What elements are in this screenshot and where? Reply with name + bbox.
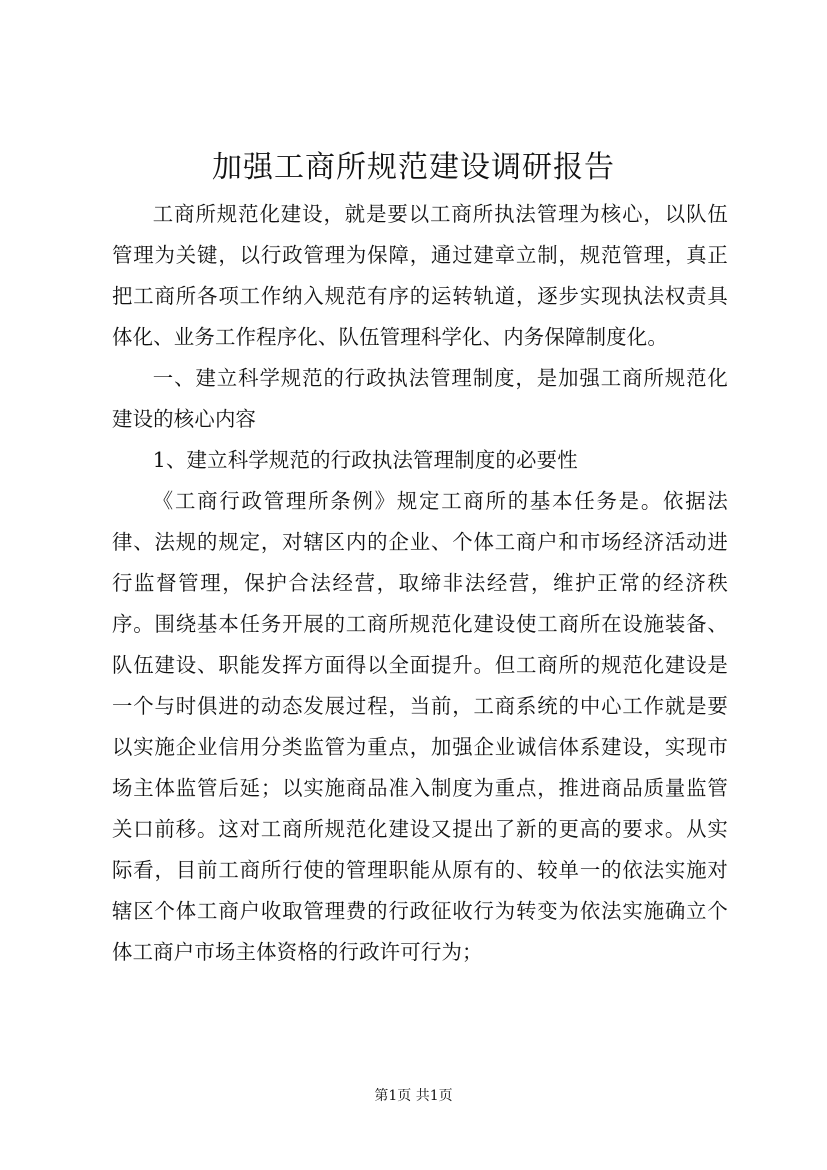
paragraph-body: 《工商行政管理所条例》规定工商所的基本任务是。依据法律、法规的规定，对辖区内的企业、个体工商户和市场经济活动进行监督管理，保护合法经营，取缔非法经营，维护正常的经济秩序。围绕基本任务开展的工商所规范化建设使工商所在设施装备、队伍建设、职能发挥方面得以全面提升。但工商所的规范化建设是一个与时俱进的动态发展过程，当前，工商系统的中心工作就是要以实施企业信用分类监管为重点，加强企业诚信体系建设，实现市场主体监管后延；以实施商品准入制度为重点，推进商品质量监管关口前移。这对工商所规范化建设又提出了新的更高的要求。从实际看，目前工商所行使的管理职能从原有的、较单一的依法实施对辖区个体工商户收取管理费的行政征收行为转变为依法实施确立个体工商户市场主体资格的行政许可行为；: [112, 489, 728, 964]
document-body: [112, 194, 728, 973]
paragraph-subsection-heading: 1、建立科学规范的行政执法管理制度的必要性: [152, 448, 578, 472]
document-title: 加强工商所规范建设调研报告: [212, 150, 615, 185]
paragraph-section-heading: 一、建立科学规范的行政执法管理制度，是加强工商所规范化建设的核心内容: [112, 366, 728, 431]
page-footer: 第1页 共1页: [374, 1088, 453, 1104]
paragraph-intro: 工商所规范化建设，就是要以工商所执法管理为核心，以队伍管理为关键，以行政管理为保障，通过建章立制，规范管理，真正把工商所各项工作纳入规范有序的运转轨道，逐步实现执法权责具体化、业务工作程序化、队伍管理科学化、内务保障制度化。: [112, 202, 728, 349]
